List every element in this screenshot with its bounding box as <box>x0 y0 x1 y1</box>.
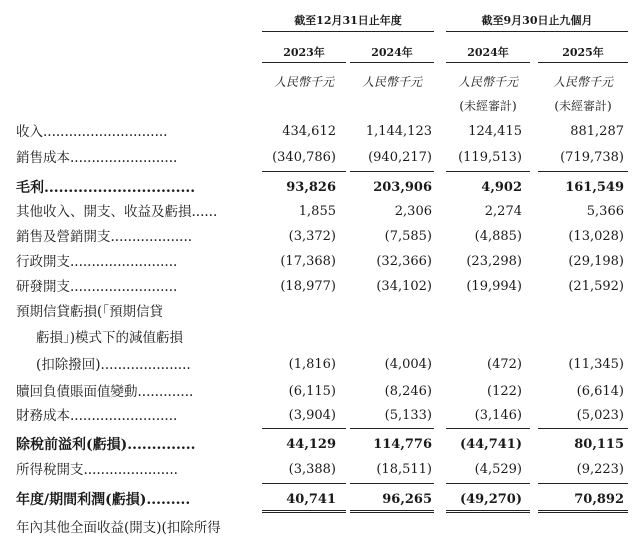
value-2024-9m: (49,270) <box>459 492 522 507</box>
value-2025-9m: (11,345) <box>568 357 624 372</box>
row-label: 毛利............................... <box>16 180 196 196</box>
value-2024: 203,906 <box>373 180 432 195</box>
table-row <box>0 146 640 170</box>
value-2024-9m: 4,902 <box>481 180 522 195</box>
value-2023: (3,904) <box>288 408 336 423</box>
year-rule-3 <box>446 62 530 63</box>
row-label: 所得稅開支...................... <box>16 462 178 478</box>
row-label: 其他收入、開支、收益及虧損...... <box>16 204 218 220</box>
table-row <box>0 433 640 457</box>
row-label: 研發開支......................... <box>16 279 178 295</box>
table-row <box>0 225 640 249</box>
value-2025-9m: (719,738) <box>560 150 624 165</box>
value-2023 <box>262 326 336 350</box>
value-2024: (7,585) <box>384 229 432 244</box>
value-2024 <box>350 516 432 540</box>
value-2025-9m: 881,287 <box>570 124 624 139</box>
row-label: 銷售成本......................... <box>16 150 178 166</box>
value-2024: (32,366) <box>376 254 432 269</box>
value-2024 <box>350 300 432 324</box>
value-2025-9m: (29,198) <box>568 254 624 269</box>
unit-label-1: 人民幣千元 <box>273 75 334 89</box>
value-2024: 1,144,123 <box>365 124 432 139</box>
subtotal-rule-gross-4 <box>538 171 628 172</box>
value-2024-9m: (19,994) <box>466 279 522 294</box>
value-2024-9m: (472) <box>487 357 522 372</box>
row-label: 年度/期間利潤(虧損)......... <box>16 492 191 508</box>
unaudited-label-1: (未經審計) <box>459 99 517 113</box>
table-row <box>0 176 640 200</box>
value-2024: 2,306 <box>394 204 432 219</box>
total-double-rule-3 <box>446 510 530 513</box>
value-2024-9m <box>446 300 522 324</box>
year-rule-1 <box>262 62 346 63</box>
value-2025-9m: (5,023) <box>576 408 624 423</box>
table-row <box>0 404 640 428</box>
value-2024: (34,102) <box>376 279 432 294</box>
row-label: 預期信貸虧損(「預期信貸 <box>16 304 164 320</box>
value-2024: (8,246) <box>384 384 432 399</box>
value-2024-9m <box>446 326 522 350</box>
value-2025-9m: (13,028) <box>568 229 624 244</box>
header-rule-dec <box>262 31 434 32</box>
value-2023 <box>262 516 336 540</box>
subtotal-rule-profit-4 <box>538 483 628 484</box>
value-2023: (1,816) <box>288 357 336 372</box>
table-row <box>0 516 640 540</box>
subtotal-rule-gross-1 <box>262 171 346 172</box>
value-2025-9m: 161,549 <box>565 180 624 195</box>
value-2024-9m: (119,513) <box>458 150 522 165</box>
table-row <box>0 488 640 512</box>
value-2023: (3,372) <box>288 229 336 244</box>
value-2023: (6,115) <box>288 384 336 399</box>
value-2025-9m: 5,366 <box>586 204 624 219</box>
value-2024-9m: (4,885) <box>474 229 522 244</box>
total-double-rule-2 <box>350 510 434 513</box>
value-2023 <box>262 300 336 324</box>
subtotal-rule-profit-3 <box>446 483 530 484</box>
value-2023: 93,826 <box>286 180 336 195</box>
table-row <box>0 275 640 299</box>
value-2024-9m: (122) <box>487 384 522 399</box>
value-2023: 434,612 <box>282 124 336 139</box>
year-rule-2 <box>350 62 434 63</box>
header-nine-months-sep: 截至9月30日止九個月 <box>481 14 593 27</box>
year-2025: 2025年 <box>562 46 604 59</box>
value-2024: (5,133) <box>384 408 432 423</box>
subtotal-rule-pretax-2 <box>350 428 434 429</box>
value-2023: 1,855 <box>298 204 336 219</box>
subtotal-rule-profit-1 <box>262 483 346 484</box>
subtotal-rule-pretax-1 <box>262 428 346 429</box>
header-rule-sep <box>446 31 628 32</box>
table-row <box>0 250 640 274</box>
value-2025-9m: (9,223) <box>576 462 624 477</box>
total-double-rule-4 <box>538 510 628 513</box>
total-double-rule-1 <box>262 510 346 513</box>
value-2024: 96,265 <box>382 492 432 507</box>
table-row <box>0 380 640 404</box>
value-2025-9m <box>538 300 624 324</box>
value-2024-9m: 2,274 <box>484 204 522 219</box>
unaudited-label-2: (未經審計) <box>554 99 612 113</box>
year-rule-4 <box>538 62 628 63</box>
subtotal-rule-pretax-4 <box>538 428 628 429</box>
unit-label-4: 人民幣千元 <box>552 75 613 89</box>
row-label: 除稅前溢利(虧損).............. <box>16 437 196 453</box>
value-2023: 44,129 <box>286 437 336 452</box>
value-2025-9m <box>538 326 624 350</box>
subtotal-rule-profit-2 <box>350 483 434 484</box>
table-row <box>0 458 640 482</box>
value-2024-9m <box>446 516 522 540</box>
value-2024-9m: (23,298) <box>466 254 522 269</box>
value-2025-9m: 80,115 <box>574 437 624 452</box>
value-2023: (340,786) <box>272 150 336 165</box>
table-row <box>0 353 640 377</box>
value-2023: (3,388) <box>288 462 336 477</box>
unit-label-2: 人民幣千元 <box>361 75 422 89</box>
value-2025-9m: (6,614) <box>576 384 624 399</box>
value-2025-9m <box>538 516 624 540</box>
value-2024 <box>350 326 432 350</box>
row-label: 虧損」)模式下的減值虧損 <box>36 330 184 346</box>
table-row <box>0 200 640 224</box>
value-2024: (940,217) <box>368 150 432 165</box>
year-2024-b: 2024年 <box>467 46 509 59</box>
row-label: 銷售及營銷開支................... <box>16 229 193 245</box>
value-2025-9m: 70,892 <box>574 492 624 507</box>
value-2024: (4,004) <box>384 357 432 372</box>
subtotal-rule-pretax-3 <box>446 428 530 429</box>
value-2024-9m: (4,529) <box>474 462 522 477</box>
header-year-ended-dec: 截至12月31日止年度 <box>294 14 402 27</box>
subtotal-rule-gross-3 <box>446 171 530 172</box>
value-2023: 40,741 <box>286 492 336 507</box>
subtotal-rule-gross-2 <box>350 171 434 172</box>
year-2024-a: 2024年 <box>371 46 413 59</box>
unit-label-3: 人民幣千元 <box>457 75 518 89</box>
row-label: (扣除撥回)..................... <box>36 357 191 373</box>
value-2023: (17,368) <box>280 254 336 269</box>
table-row <box>0 120 640 144</box>
value-2024-9m: 124,415 <box>468 124 522 139</box>
value-2024-9m: (44,741) <box>459 437 522 452</box>
table-row <box>0 326 640 350</box>
value-2025-9m: (21,592) <box>568 279 624 294</box>
table-row <box>0 300 640 324</box>
value-2024-9m: (3,146) <box>474 408 522 423</box>
row-label: 行政開支......................... <box>16 254 178 270</box>
row-label: 財務成本......................... <box>16 408 178 424</box>
year-2023: 2023年 <box>283 46 325 59</box>
row-label: 收入............................. <box>16 124 168 140</box>
value-2023: (18,977) <box>280 279 336 294</box>
value-2024: 114,776 <box>373 437 432 452</box>
row-label: 年內其他全面收益(開支)(扣除所得 <box>16 520 221 536</box>
value-2024: (18,511) <box>376 462 432 477</box>
row-label: 贖回負債賬面值變動............. <box>16 384 194 400</box>
